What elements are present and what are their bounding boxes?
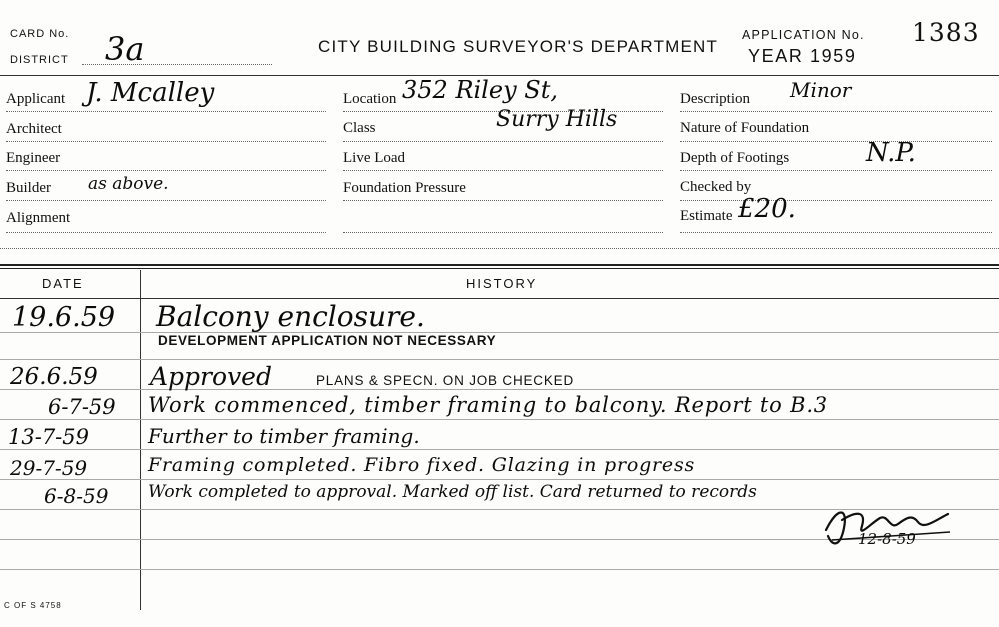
department-title: CITY BUILDING SURVEYOR'S DEPARTMENT: [318, 37, 719, 56]
foundation-pressure-line: [343, 200, 663, 201]
foundation-pressure-label: Foundation Pressure: [343, 180, 466, 196]
card-no-label: CARD No.: [10, 28, 70, 40]
history-entry: Work completed to approval. Marked off list. Card returned to records: [148, 482, 757, 502]
column-divider: [140, 270, 141, 610]
applicant-value: J. Mcalley: [86, 78, 215, 108]
history-entry: Further to timber framing.: [148, 424, 420, 448]
location-value: 352 Riley St,: [402, 76, 558, 104]
builder-value: as above.: [88, 174, 169, 194]
estimate-value: £20.: [738, 194, 796, 224]
year-label: YEAR 1959: [748, 46, 857, 66]
engineer-line: [6, 170, 326, 171]
history-date: 26.6.59: [10, 364, 98, 390]
history-entry: Framing completed. Fibro fixed. Glazing in progress: [148, 454, 696, 476]
class-label: Class: [343, 120, 376, 136]
location-label: Location: [343, 91, 397, 107]
history-row-line: [0, 449, 999, 450]
alignment-line: [6, 232, 326, 233]
nature-of-foundation-line: [680, 141, 992, 142]
history-date: 13-7-59: [8, 425, 89, 449]
architect-line: [6, 141, 326, 142]
section-rule-bottom: [0, 268, 999, 269]
history-entry: Balcony enclosure.: [156, 300, 425, 333]
applicant-line: [6, 111, 326, 112]
estimate-label: Estimate: [680, 208, 733, 224]
signature-date: 12-8-59: [858, 530, 916, 548]
engineer-label: Engineer: [6, 150, 61, 166]
section-dotted-rule: [0, 248, 999, 249]
builder-label: Builder: [6, 180, 51, 196]
estimate-line: [680, 232, 992, 233]
class-value: Surry Hills: [496, 107, 618, 132]
checked-by-line: [680, 200, 992, 201]
architect-label: Architect: [6, 121, 62, 137]
date-column-header: DATE: [42, 276, 84, 291]
class-line: [343, 141, 663, 142]
section-rule-top: [0, 264, 999, 266]
description-value: Minor: [790, 78, 852, 102]
nature-of-foundation-label: Nature of Foundation: [680, 120, 810, 136]
live-load-label: Live Load: [343, 150, 406, 166]
description-line: [680, 111, 992, 112]
district-label: DISTRICT: [10, 54, 69, 66]
history-row-line: [0, 569, 999, 570]
history-column-header: HISTORY: [466, 276, 538, 291]
form-number: C OF S 4758: [4, 601, 62, 610]
history-stamp: PLANS & SPECN. ON JOB CHECKED: [316, 373, 575, 388]
middle-blank-line: [343, 232, 663, 233]
application-no-label: APPLICATION No.: [742, 28, 865, 42]
live-load-line: [343, 170, 663, 171]
checked-by-label: Checked by: [680, 179, 752, 195]
history-entry: Approved: [150, 362, 272, 391]
column-header-rule: [0, 298, 999, 299]
depth-of-footings-line: [680, 170, 992, 171]
depth-of-footings-value: N.P.: [866, 138, 916, 168]
depth-of-footings-label: Depth of Footings: [680, 150, 790, 166]
history-date: 6-7-59: [48, 395, 116, 419]
history-row-line: [0, 479, 999, 480]
history-row-line: [0, 419, 999, 420]
alignment-label: Alignment: [6, 210, 71, 226]
history-row-line: [0, 359, 999, 360]
history-entry: Work commenced, timber framing to balcony. Report to B.3: [148, 393, 828, 417]
history-row-line: [0, 332, 999, 333]
history-date: 19.6.59: [12, 302, 116, 333]
history-stamp: DEVELOPMENT APPLICATION NOT NECESSARY: [158, 333, 497, 348]
district-value: 3a: [105, 30, 145, 68]
description-label: Description: [680, 91, 750, 107]
history-date: 29-7-59: [10, 456, 88, 480]
history-date: 6-8-59: [44, 484, 109, 508]
applicant-label: Applicant: [6, 91, 66, 107]
builder-line: [6, 200, 326, 201]
application-no-value: 1383: [912, 18, 980, 47]
